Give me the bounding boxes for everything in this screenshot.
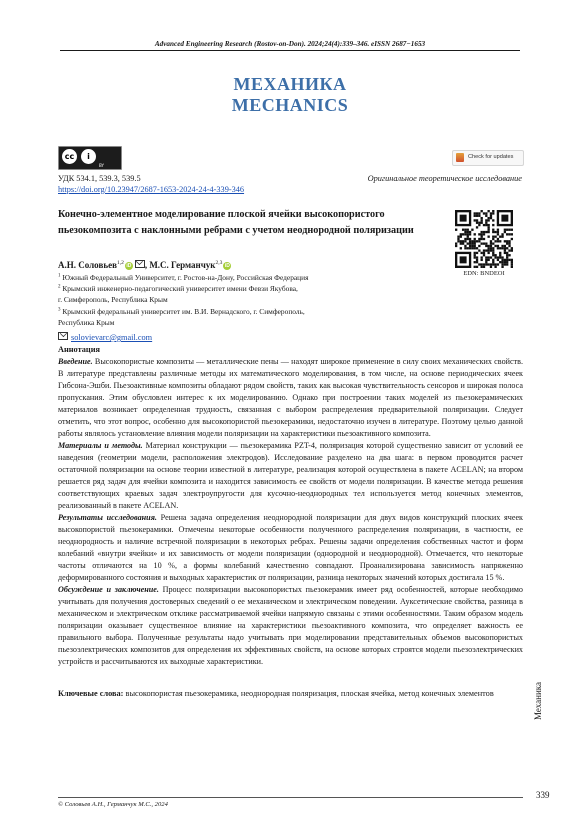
abstract-text: Высокопористые композиты — металлические пены — находят широкое применение в силу своих механических свойств. В литературе представлены различные методы их математического моделирования, в том числе, на основе периодических ячеек Гибсона-Эшби. Пьезоактивные композиты обладают рядом свойств, таких как высокая чувствительность сенсоров и широкая полоса пропускания. Этим обусловлен интерес к их моделированию. Однако при построении таких моделей из пьезокерамических материалов возникает определенная трудность, связанная с выбором распределения предварительной поляризации. Следует отметить, что этот вопрос, особенно для высокопористой пьезокерамики, недостаточно изучен в литературе. Поэтому целью данной работы являлось установление влияния модели поляризации на характеристики пьезоактивного композита.	[58, 357, 523, 439]
affiliation-line	[58, 295, 168, 304]
cc-icon: cc	[62, 149, 77, 164]
doi-link[interactable]: https://doi.org/10.23947/2687-1653-2024-24-4-339-346	[58, 185, 245, 194]
abstract-paragraph	[58, 512, 523, 584]
cc-by-license-badge[interactable]	[58, 146, 122, 170]
abstract-text: Решена задача определения неоднородной поляризации для двух видов конструкций плоских ячеек высокопористой пьезокерамики. Отмечены некоторые особенности полученного распределения поляризации, в частности, ее неоднородность и наличие встречной поляризации в некоторых ребрах. Решены задачи определения собственных частот и форм колебаний «внутри ячейки» и их зависимость от модели поляризации (однородной и неоднородной). Отмечается, что некоторые частоты отличаются на 10 %, а формы колебаний качественно совпадают. Проанализирована зависимость напряженно деформированного состояния и выходных характеристик от поляризации, разница некоторых значений которых достигала 15 %.	[58, 513, 523, 583]
abstract-body	[58, 356, 523, 668]
side-section-text: Механика	[533, 682, 543, 720]
footer-rule	[58, 797, 523, 798]
side-section-label	[530, 660, 546, 720]
orcid-icon[interactable]: iD	[224, 263, 230, 269]
section-title-ru: МЕХАНИКА	[233, 74, 347, 94]
affiliation-line	[58, 284, 298, 293]
check-for-updates-label: Check for updates	[468, 154, 514, 160]
affiliation-number: 3	[58, 307, 61, 313]
qr-code	[455, 210, 513, 268]
abstract-lead: Результаты исследования.	[58, 513, 157, 523]
affiliation-line	[58, 307, 305, 316]
affiliation-line	[58, 318, 114, 327]
author-name: М.С. Германчук	[149, 260, 216, 270]
article-title: Конечно-элементное моделирование плоской ячейки высокопористого пьезокомпозита с наклонными ребрами с учетом неоднородной поляризации	[58, 209, 414, 236]
authors-line: А.Н. Соловьев$^{1,2}$ iD , М.С. Германчук$^{2,3}$ iD	[58, 260, 230, 270]
affiliation-text: Крымский федеральный университет им. В.И. Вернадского, г. Симферополь,	[62, 307, 305, 316]
attribution-icon: i	[81, 149, 96, 164]
page-number: 339	[536, 790, 550, 800]
email-icon[interactable]	[135, 260, 145, 268]
affiliation-number: 2	[58, 284, 61, 290]
keywords	[58, 688, 526, 700]
orcid-icon[interactable]: iD	[126, 263, 132, 269]
keywords-label: Ключевые слова:	[58, 689, 124, 698]
abstract-heading: Аннотация	[58, 345, 100, 354]
journal-header: Advanced Engineering Research (Rostov-on-Don). 2024;24(4):339–346. eISSN 2687−1653	[154, 40, 426, 48]
abstract-paragraph	[58, 440, 523, 512]
crossmark-icon	[456, 153, 464, 162]
abstract-lead: Обсуждение и заключение.	[58, 585, 159, 595]
abstract-text: Процесс поляризации высокопористых пьезокерамик имеет ряд особенностей, которые необходимо учитывать для получения достоверных сведений о ее механическом и электрическом поведении. Ауксетические свойства, разница в механическом и электрическом отклике рассматриваемой ячейки напрямую связаны с этими особенностями. Таким образом модель поляризации оказывает существенное влияние на характеристики пьезоактивного композита, что определяет важность ее правильного выбора. Полученные результаты надо учитывать при моделировании представительных объемов высокопористых пьезоэлектрических композитов для определения их эффективных свойств, на основе которых строятся модели пьезоэлектрических устройств и рассчитываются их выходные характеристики.	[58, 585, 523, 667]
affiliation-number: 1	[58, 273, 61, 279]
header-rule	[60, 50, 520, 51]
article-type: Оригинальное теоретическое исследование	[367, 174, 522, 183]
udc-code: УДК 534.1, 539.3, 539.5	[58, 174, 141, 183]
email-link[interactable]: solovievarc@gmail.com	[71, 333, 153, 342]
affiliation-text: Крымский инженерно-педагогический университет имени Февзи Якубова,	[62, 284, 298, 293]
copyright: © Соловьев А.Н., Германчук М.С., 2024	[58, 801, 168, 808]
edn-code: EDN: BNDEOI	[463, 270, 505, 277]
keywords-text: высокопористая пьезокерамика, неоднородная поляризация, плоская ячейка, метод конечных элементов	[123, 689, 494, 698]
abstract-lead: Введение.	[58, 357, 93, 366]
email-line	[58, 332, 152, 342]
author-affiliation-ref: 1,2	[116, 260, 124, 266]
email-icon	[58, 332, 68, 340]
check-for-updates-button[interactable]	[452, 150, 524, 166]
affiliation-text: Южный Федеральный Университет, г. Ростов-на-Дону, Российская Федерация	[62, 273, 309, 282]
affiliation-text: г. Симферополь, Республика Крым	[58, 295, 168, 304]
section-title-en: MECHANICS	[231, 95, 349, 115]
affiliation-text: Республика Крым	[58, 318, 115, 327]
abstract-paragraph	[58, 584, 523, 668]
author-name: А.Н. Соловьев	[58, 260, 117, 270]
abstract-paragraph	[58, 356, 523, 440]
abstract-lead: Материалы и методы.	[58, 441, 143, 451]
abstract-text: Материал конструкции — пьезокерамика PZT-4, поляризация которой существенно зависит от условий ее наведения (геометрии модели, расположения электродов). Исследование разделено на два шага: в первом проводится расчет остаточной поляризации на основе теории известной в литературе, реализация которой осуществлена в пакете ACELAN; на втором решается ряд задач для ячейки композита и находится зависимость ее свойств от модели поляризации. В качестве метода решения соответствующих краевых задач электроупругости для кусочно-неоднородных тел используется метод конечных элементов, реализованный в пакете ACELAN.	[58, 441, 523, 511]
license-label: BY	[99, 163, 104, 168]
affiliation-line	[58, 273, 309, 282]
author-affiliation-ref: 2,3	[215, 260, 223, 266]
